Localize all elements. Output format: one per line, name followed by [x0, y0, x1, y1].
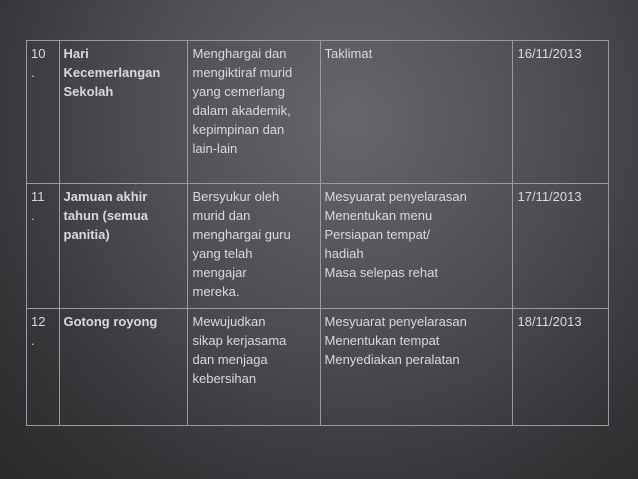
event-name-cell: Gotong royong	[59, 309, 188, 426]
date-cell: 17/11/2013	[513, 184, 609, 309]
event-name-cell: Jamuan akhir tahun (semua panitia)	[59, 184, 188, 309]
table-row	[27, 309, 609, 426]
activity-cell: Taklimat	[320, 41, 513, 184]
date-cell: 16/11/2013	[513, 41, 609, 184]
table-row	[27, 184, 609, 309]
activity-schedule-table	[26, 40, 609, 426]
date-cell: 18/11/2013	[513, 309, 609, 426]
objective-cell: Bersyukur oleh murid dan menghargai guru yang telah mengajar mereka.	[188, 184, 320, 309]
event-name-cell: Hari Kecemerlangan Sekolah	[59, 41, 188, 184]
row-number-cell: 12 .	[27, 309, 60, 426]
objective-cell: Menghargai dan mengiktiraf murid yang cemerlang dalam akademik, kepimpinan dan lain-lain	[188, 41, 320, 184]
objective-cell: Mewujudkan sikap kerjasama dan menjaga kebersihan	[188, 309, 320, 426]
row-number-cell: 11 .	[27, 184, 60, 309]
row-number-cell: 10 .	[27, 41, 60, 184]
table-row	[27, 41, 609, 184]
activity-cell: Mesyuarat penyelarasan Menentukan menu Persiapan tempat/ hadiah Masa selepas rehat	[320, 184, 513, 309]
activity-cell: Mesyuarat penyelarasan Menentukan tempat Menyediakan peralatan	[320, 309, 513, 426]
